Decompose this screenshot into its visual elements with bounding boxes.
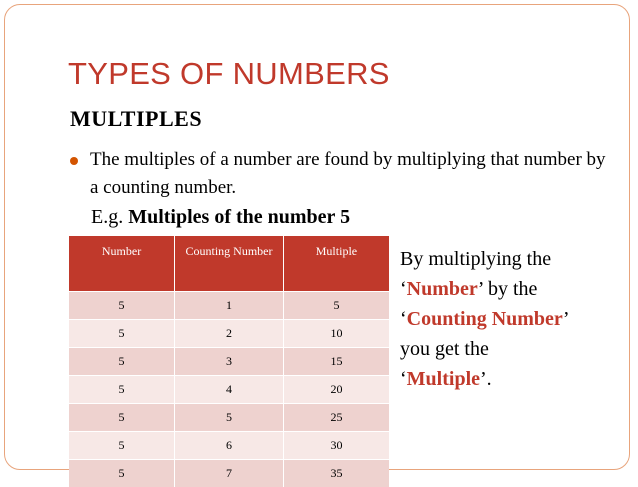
cell-multiple: 15 [283,348,389,376]
quote-open: ‘ [400,278,407,300]
cell-counting: 4 [175,376,284,404]
quote-close: ’ by the [478,278,538,300]
explanation-line-1: By multiplying the [400,244,569,274]
cell-number: 5 [69,404,175,432]
cell-multiple: 20 [283,376,389,404]
term-counting-number: Counting Number [407,308,563,330]
bullet-text: The multiples of a number are found by multiplying that number by a counting number. [90,146,610,202]
header-counting-number: Counting Number [175,236,284,292]
explanation-line-2 [400,274,569,304]
cell-counting: 3 [175,348,284,376]
table-row [69,404,389,432]
quote-open: ‘ [400,308,407,330]
quote-close: ’. [480,368,492,390]
cell-multiple: 10 [283,320,389,348]
quote-close: ’ [563,308,570,330]
cell-number: 5 [69,460,175,487]
explanation-line-5 [400,364,569,394]
explanation-line-4: you get the [400,334,569,364]
section-heading: MULTIPLES [70,106,202,132]
table-row [69,348,389,376]
multiples-table [69,236,389,487]
cell-counting: 7 [175,460,284,487]
cell-number: 5 [69,432,175,460]
cell-multiple: 5 [283,292,389,320]
example-bold: Multiples of the number 5 [128,206,350,228]
cell-number: 5 [69,348,175,376]
term-multiple: Multiple [407,368,480,390]
table-header-row [69,236,389,292]
cell-counting: 2 [175,320,284,348]
quote-open: ‘ [400,368,407,390]
cell-counting: 1 [175,292,284,320]
bullet-icon [70,157,78,165]
example-prefix: E.g. [91,206,128,228]
cell-number: 5 [69,320,175,348]
header-number: Number [69,236,175,292]
example-line [91,206,350,229]
explanation-line-3 [400,304,569,334]
slide-title: TYPES OF NUMBERS [68,56,390,92]
cell-number: 5 [69,376,175,404]
explanation-text [400,244,569,394]
cell-counting: 5 [175,404,284,432]
cell-multiple: 25 [283,404,389,432]
cell-number: 5 [69,292,175,320]
table-row [69,320,389,348]
table-row [69,432,389,460]
table-row [69,292,389,320]
cell-multiple: 30 [283,432,389,460]
cell-multiple: 35 [283,460,389,487]
table-row [69,460,389,487]
term-number: Number [407,278,478,300]
bullet-item [70,146,610,202]
header-multiple: Multiple [283,236,389,292]
cell-counting: 6 [175,432,284,460]
table-row [69,376,389,404]
